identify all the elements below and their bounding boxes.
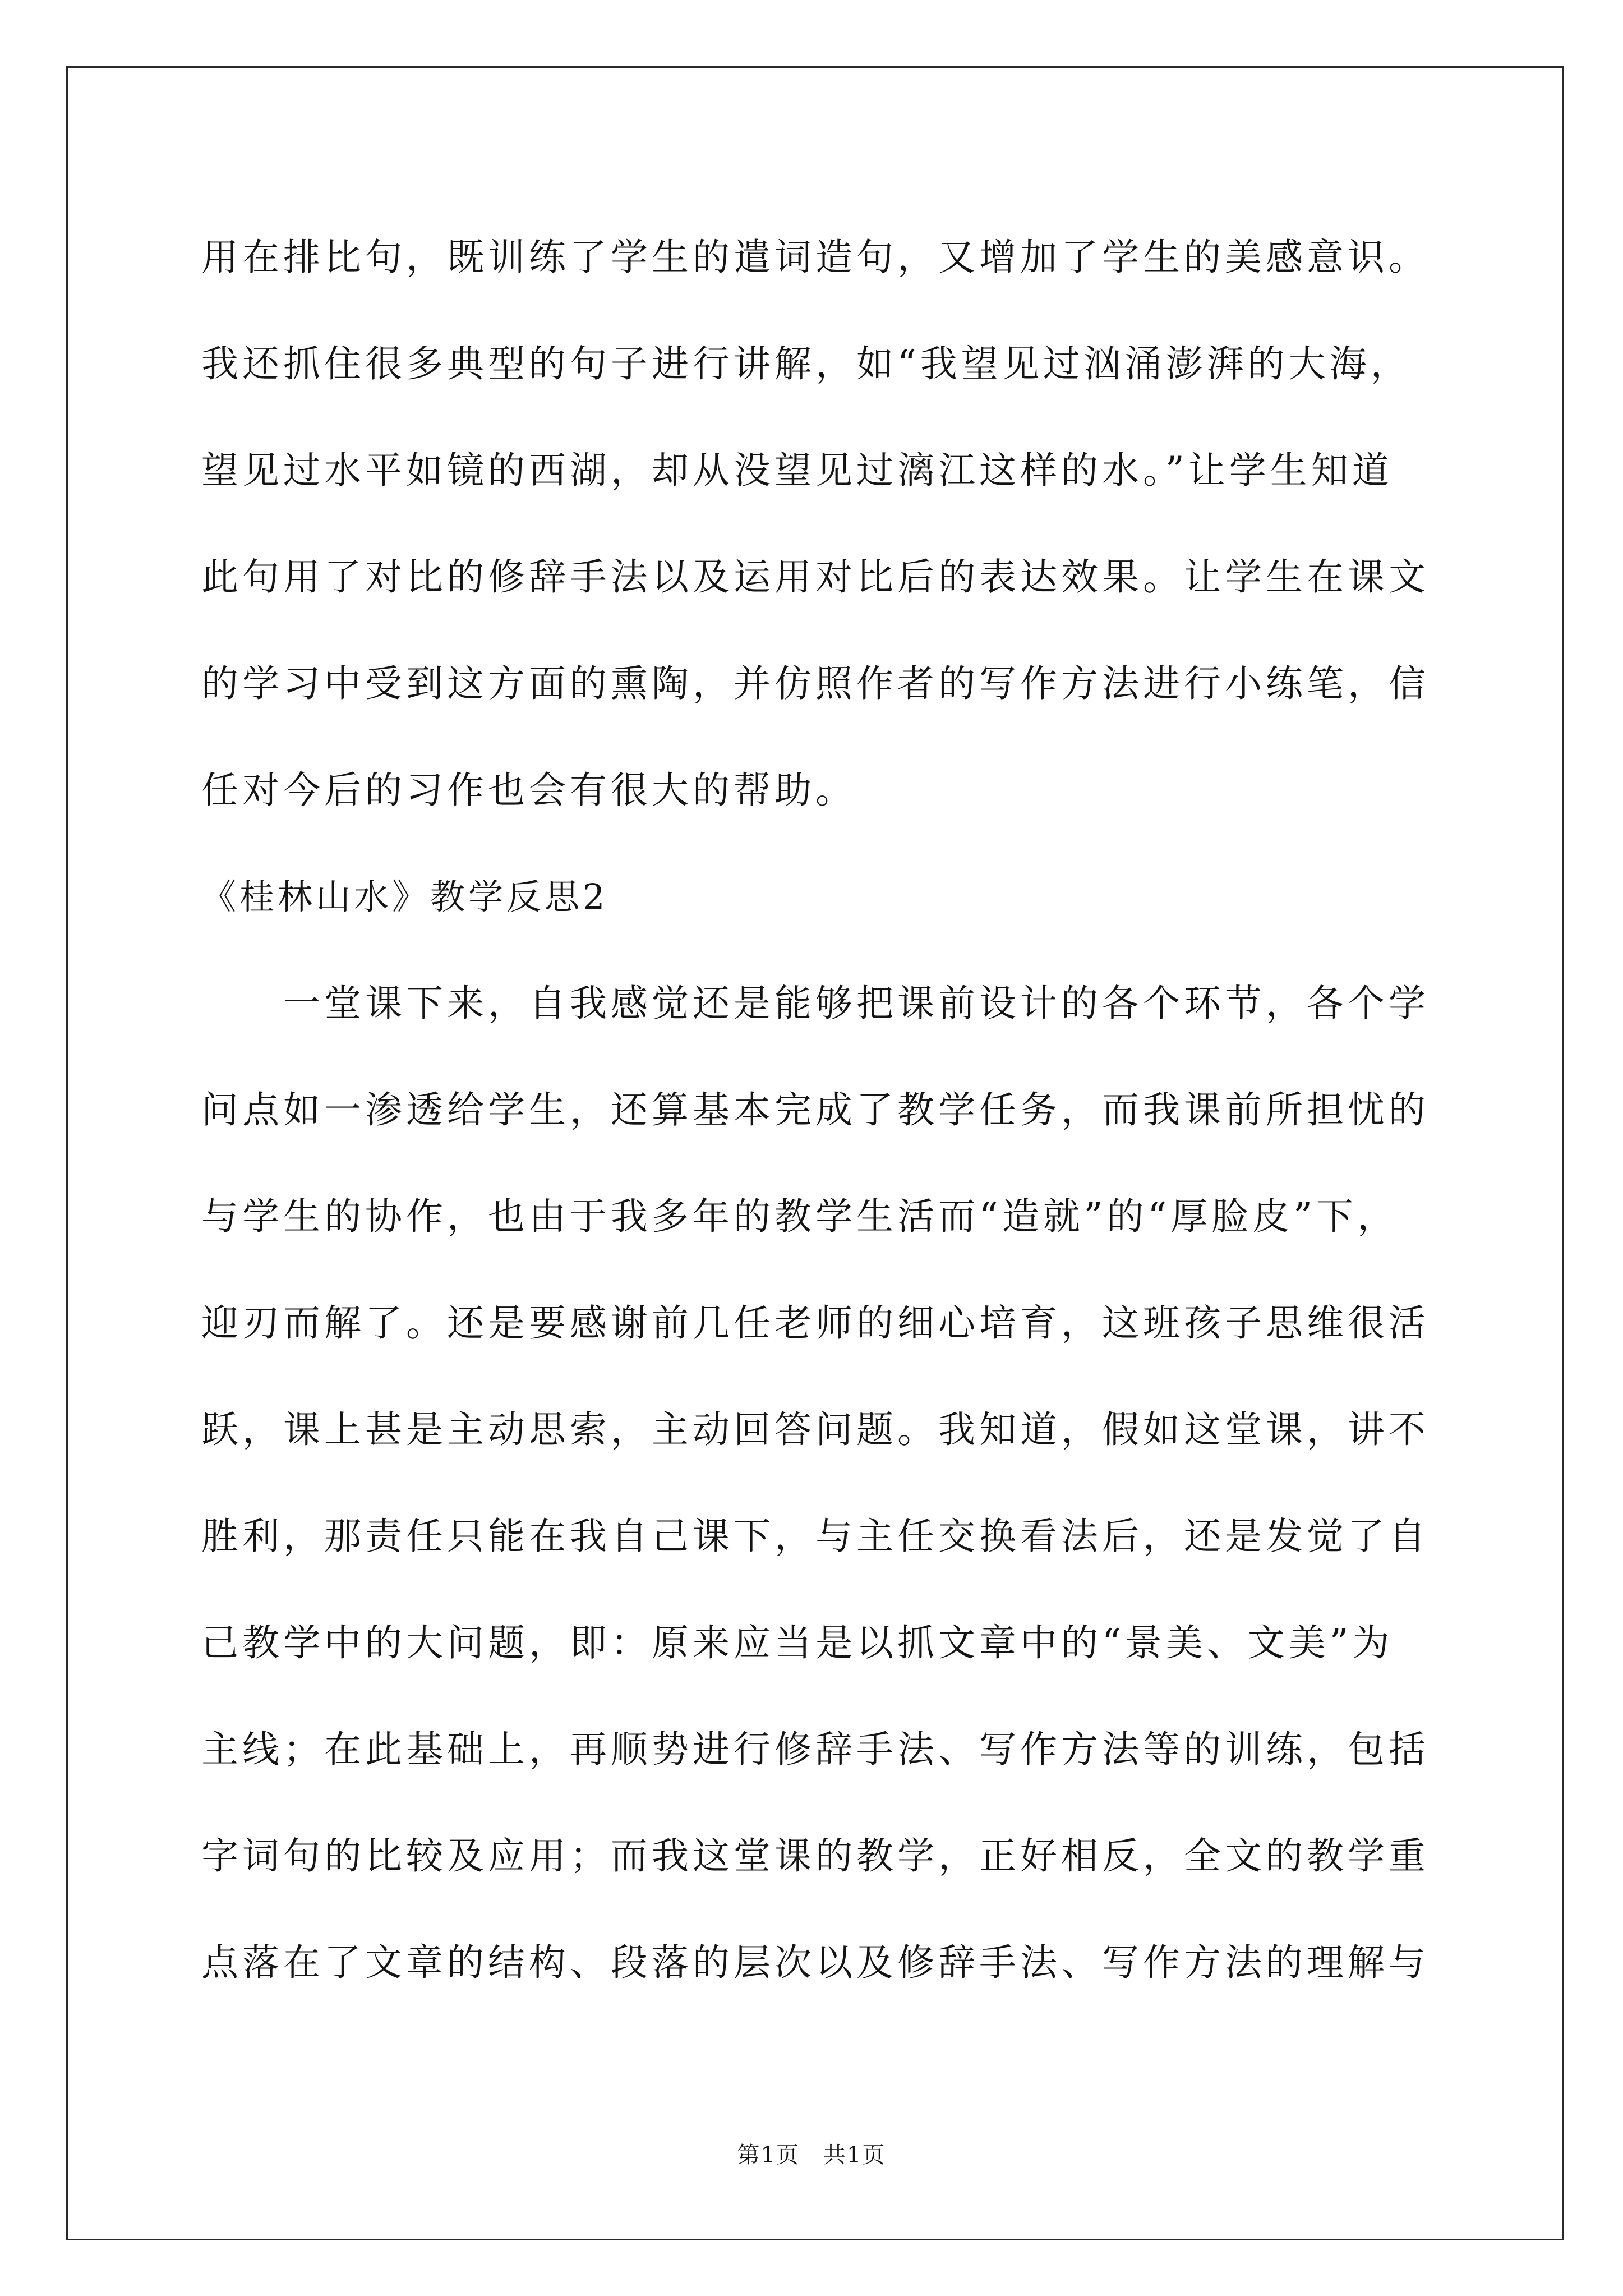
paragraph-line: 胜利，那责任只能在我自己课下，与主任交换看法后，还是发觉了自 <box>201 1515 1430 1558</box>
paragraph-line: 主线；在此基础上，再顺势进行修辞手法、写作方法等的训练，包括 <box>201 1728 1430 1771</box>
paragraph-line: 点落在了文章的结构、段落的层次以及修辞手法、写作方法的理解与 <box>201 1941 1430 1984</box>
paragraph-line: 一堂课下来，自我感觉还是能够把课前设计的各个环节，各个学 <box>283 982 1430 1025</box>
paragraph-line: 我还抓住很多典型的句子进行讲解，如“我望见过汹涌澎湃的大海， <box>201 342 1412 385</box>
paragraph-line: 己教学中的大问题，即：原来应当是以抓文章中的“景美、文美”为 <box>201 1621 1394 1664</box>
page-footer: 第1页 共1页 <box>737 2142 886 2168</box>
paragraph-line: 跃，课上甚是主动思索，主动回答问题。我知道，假如这堂课，讲不 <box>201 1408 1430 1451</box>
paragraph-line: 望见过水平如镜的西湖，却从没望见过漓江这样的水。”让学生知道 <box>201 449 1393 492</box>
paragraph-line: 与学生的协作，也由于我多年的教学生活而“造就”的“厚脸皮”下， <box>201 1195 1398 1238</box>
document-body <box>201 204 1547 2016</box>
section-title: 《桂林山水》教学反思2 <box>201 876 608 917</box>
paragraph-line: 的学习中受到这方面的熏陶，并仿照作者的写作方法进行小练笔，信 <box>201 662 1430 705</box>
paragraph-line: 用在排比句，既训练了学生的遣词造句，又增加了学生的美感意识。 <box>201 236 1430 279</box>
paragraph-line: 字词句的比较及应用；而我这堂课的教学，正好相反，全文的教学重 <box>201 1834 1430 1878</box>
paragraph-line: 任对今后的习作也会有很大的帮助。 <box>201 769 856 812</box>
paragraph-line: 问点如一渗透给学生，还算基本完成了教学任务，而我课前所担忧的 <box>201 1088 1430 1131</box>
paragraph-line: 此句用了对比的修辞手法以及运用对比后的表达效果。让学生在课文 <box>201 555 1430 599</box>
paragraph-line: 迎刃而解了。还是要感谢前几任老师的细心培育，这班孩子思维很活 <box>201 1301 1430 1345</box>
